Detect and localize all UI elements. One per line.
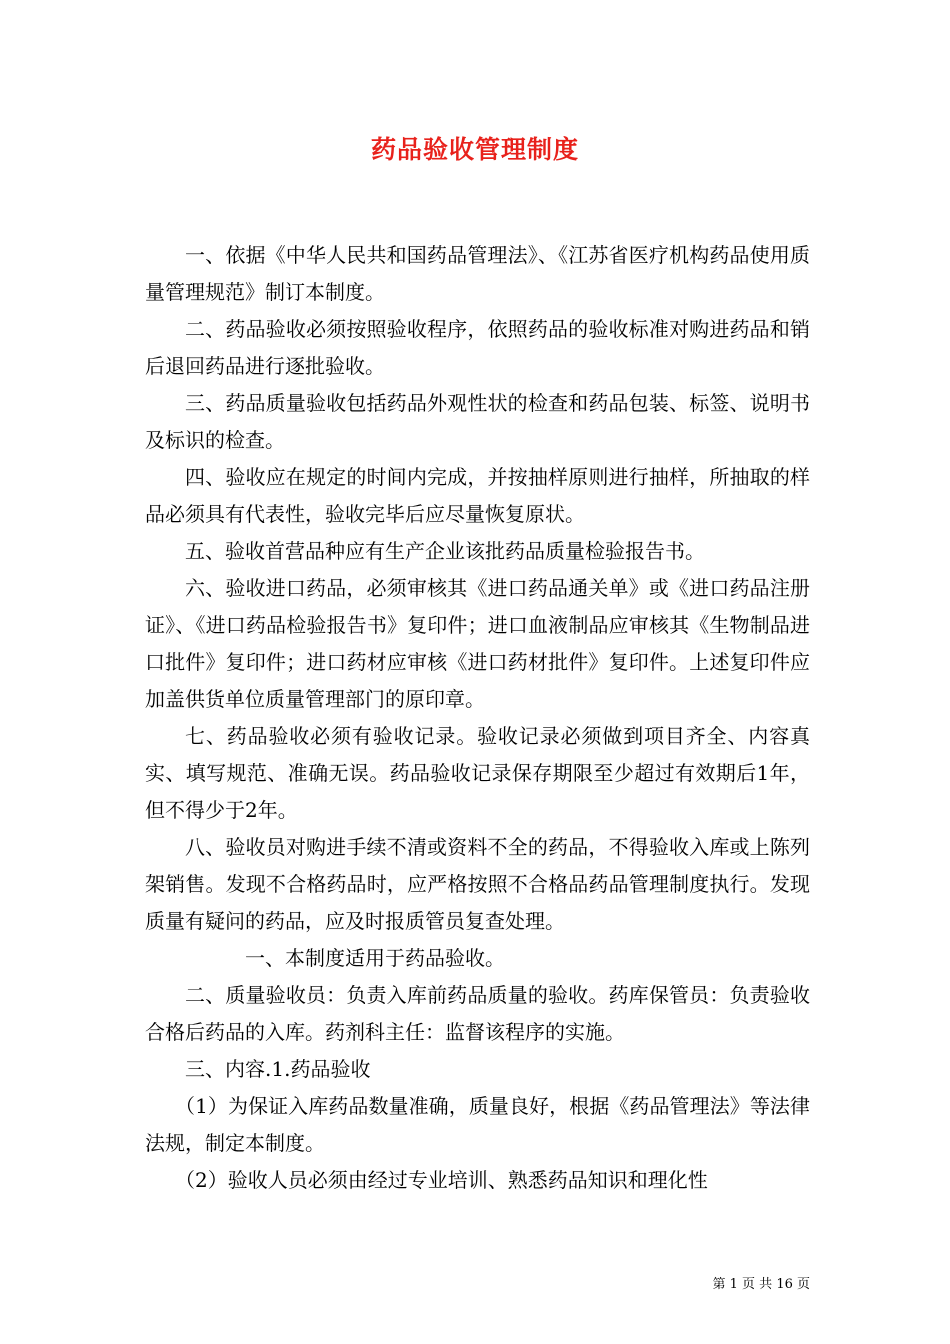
paragraph-7: 七、药品验收必须有验收记录。验收记录必须做到项目齐全、内容真实、填写规范、准确无误。药品验收记录保存期限至少超过有效期后1年，但不得少于2年。 bbox=[145, 724, 810, 822]
page-number-footer: 第 1 页 共 16 页 bbox=[712, 1277, 810, 1292]
paragraph-12: （1）为保证入库药品数量准确，质量良好，根据《药品管理法》等法律法规，制定本制度。 bbox=[145, 1094, 810, 1155]
paragraph-11: 三、内容.1.药品验收 bbox=[185, 1057, 371, 1081]
document-body bbox=[145, 237, 810, 1199]
paragraph-10: 二、质量验收员：负责入库前药品质量的验收。药库保管员：负责验收合格后药品的入库。药剂科主任：监督该程序的实施。 bbox=[145, 983, 810, 1044]
paragraph-4: 四、验收应在规定的时间内完成，并按抽样原则进行抽样，所抽取的样品必须具有代表性，验收完毕后应尽量恢复原状。 bbox=[145, 465, 810, 526]
paragraph-1: 一、依据《中华人民共和国药品管理法》、《江苏省医疗机构药品使用质量管理规范》制订本制度。 bbox=[145, 243, 810, 304]
paragraph-3: 三、药品质量验收包括药品外观性状的检查和药品包装、标签、说明书及标识的检查。 bbox=[145, 391, 810, 452]
paragraph-8: 八、验收员对购进手续不清或资料不全的药品，不得验收入库或上陈列架销售。发现不合格药品时，应严格按照不合格品药品管理制度执行。发现质量有疑问的药品，应及时报质管员复查处理。 bbox=[145, 835, 810, 933]
paragraph-9: 一、本制度适用于药品验收。 bbox=[245, 946, 505, 970]
paragraph-6: 六、验收进口药品，必须审核其《进口药品通关单》或《进口药品注册证》、《进口药品检验报告书》复印件；进口血液制品应审核其《生物制品进口批件》复印件；进口药材应审核《进口药材批件》复印件。上述复印件应加盖供货单位质量管理部门的原印章。 bbox=[145, 576, 810, 711]
paragraph-2: 二、药品验收必须按照验收程序，依照药品的验收标准对购进药品和销后退回药品进行逐批验收。 bbox=[145, 317, 810, 378]
paragraph-5: 五、验收首营品种应有生产企业该批药品质量检验报告书。 bbox=[185, 539, 705, 563]
paragraph-13: （2）验收人员必须由经过专业培训、熟悉药品知识和理化性 bbox=[175, 1168, 708, 1192]
document-title: 药品验收管理制度 bbox=[370, 135, 579, 164]
